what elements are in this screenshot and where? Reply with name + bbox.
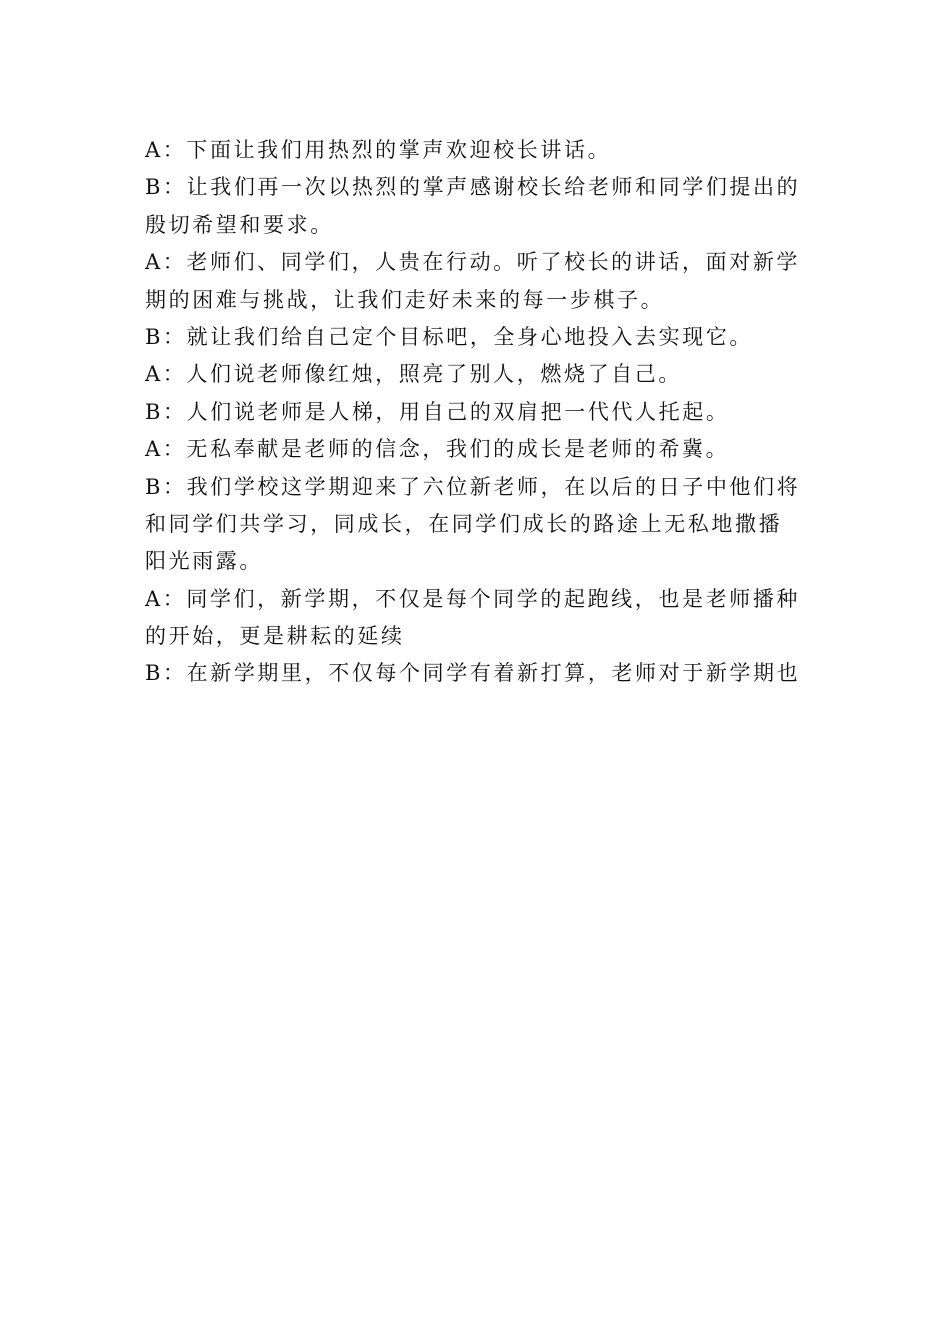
text-line: 阳光雨露。 bbox=[145, 549, 263, 574]
text-line: B：人们说老师是人梯，用自己的双肩把一代代人托起。 bbox=[145, 399, 730, 424]
text-line: 期的困难与挑战，让我们走好未来的每一步棋子。 bbox=[145, 287, 665, 312]
document-body bbox=[145, 132, 810, 693]
text-line: A：下面让我们用热烈的掌声欢迎校长讲话。 bbox=[145, 138, 612, 162]
text-line: B：就让我们给自己定个目标吧，全身心地投入去实现它。 bbox=[145, 324, 754, 349]
text-line: 的开始，更是耕耘的延续 bbox=[145, 624, 405, 649]
text-line: 殷切希望和要求。 bbox=[145, 212, 334, 237]
text-line: B：在新学期里，不仅每个同学有着新打算，老师对于新学期也 bbox=[145, 661, 801, 686]
text-line: 和同学们共学习，同成长，在同学们成长的路途上无私地撒播 bbox=[145, 511, 783, 536]
text-line: A：人们说老师像红烛，照亮了别人，燃烧了自己。 bbox=[145, 362, 682, 387]
text-line: A：无私奉献是老师的信念，我们的成长是老师的希冀。 bbox=[145, 437, 730, 462]
text-line: B：让我们再一次以热烈的掌声感谢校长给老师和同学们提出的 bbox=[145, 175, 801, 200]
text-line: B：我们学校这学期迎来了六位新老师，在以后的日子中他们将 bbox=[145, 474, 801, 499]
text-line: A：老师们、同学们，人贵在行动。听了校长的讲话，面对新学 bbox=[145, 250, 800, 275]
text-line: A：同学们，新学期，不仅是每个同学的起跑线，也是老师播种 bbox=[145, 586, 800, 611]
